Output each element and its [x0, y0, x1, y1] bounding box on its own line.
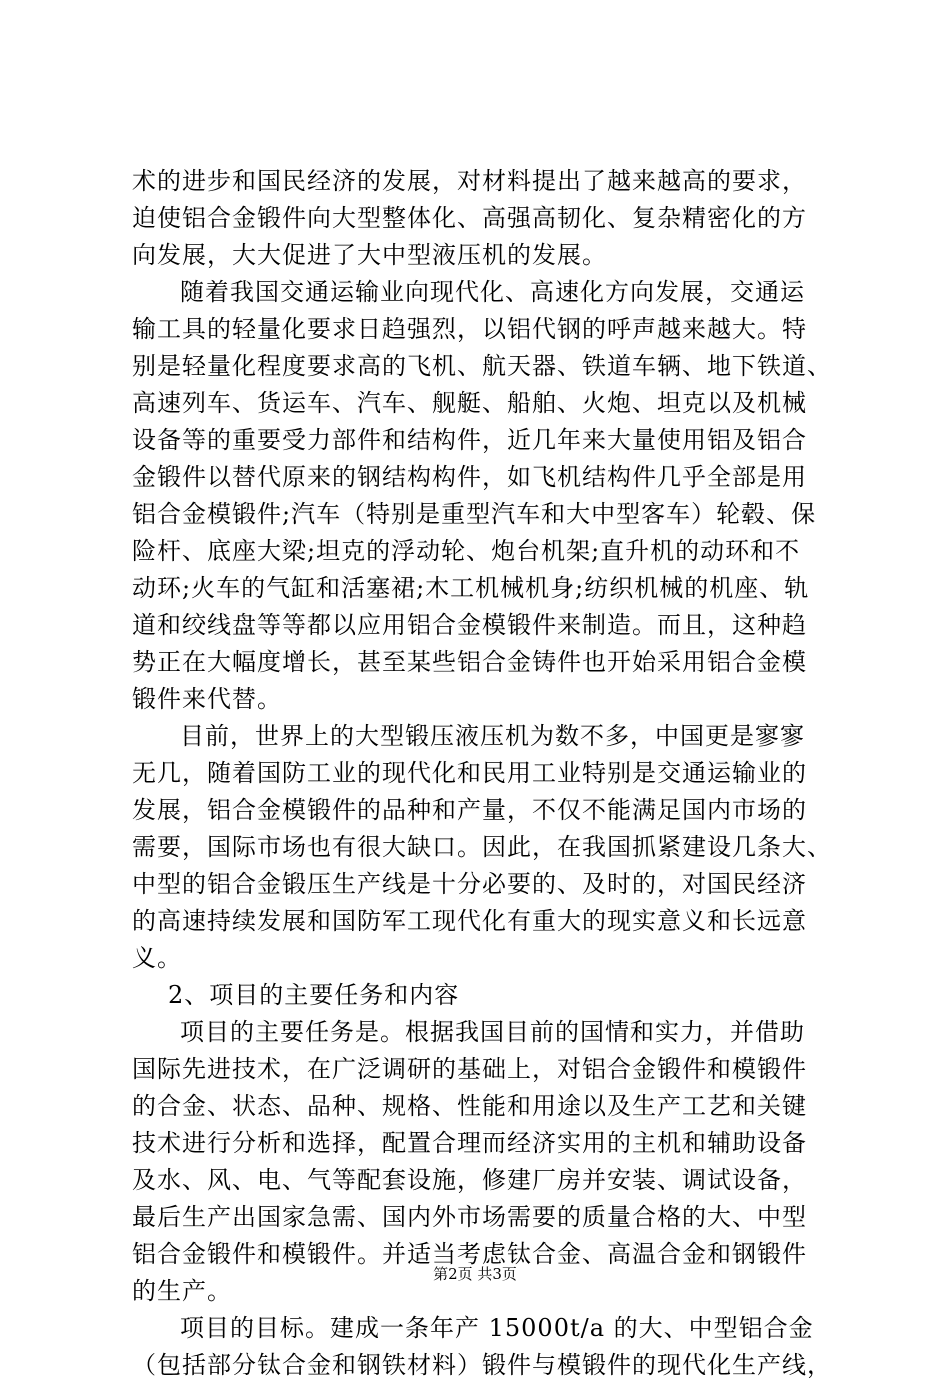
text-line: 输工具的轻量化要求日趋强烈，以铝代钢的呼声越来越大。特 [132, 315, 807, 343]
text-line: 道和绞线盘等等都以应用铝合金模锻件来制造。而且，这种趋 [132, 611, 807, 639]
text-line: 的合金、状态、品种、规格、性能和用途以及生产工艺和关键 [132, 1092, 807, 1120]
text-line: 国际先进技术，在广泛调研的基础上，对铝合金锻件和模锻件 [132, 1055, 807, 1083]
document-body [132, 163, 832, 1384]
text-line: 动环;火车的气缸和活塞裙;木工机械机身;纺织机械的机座、轨 [132, 574, 810, 602]
text-line: 的高速持续发展和国防军工现代化有重大的现实意义和长远意 [132, 907, 807, 935]
page-number: 第2页 共3页 [433, 1265, 517, 1283]
text-line: 铝合金模锻件;汽车（特别是重型汽车和大中型客车）轮毂、保 [132, 500, 817, 528]
text-line: 金锻件以替代原来的钢结构构件，如飞机结构件几乎全部是用 [132, 463, 807, 491]
paragraph-first-line: 项目的主要任务是。根据我国目前的国情和实力，并借助 [180, 1018, 805, 1046]
text-line: 险杆、底座大梁;坦克的浮动轮、炮台机架;直升机的动环和不 [132, 537, 801, 565]
text-line: 技术进行分析和选择，配置合理而经济实用的主机和辅助设备 [132, 1129, 807, 1157]
text-line: （包括部分钛合金和钢铁材料）锻件与模锻件的现代化生产线， [132, 1351, 832, 1379]
text-line: 势正在大幅度增长，甚至某些铝合金铸件也开始采用铝合金模 [132, 648, 807, 676]
text-line: 无几，随着国防工业的现代化和民用工业特别是交通运输业的 [132, 759, 807, 787]
text-line: 别是轻量化程度要求高的飞机、航天器、铁道车辆、地下铁道、 [132, 352, 832, 380]
paragraph-first-line: 随着我国交通运输业向现代化、高速化方向发展，交通运 [180, 278, 805, 306]
text-line: 需要，国际市场也有很大缺口。因此，在我国抓紧建设几条大、 [132, 833, 832, 861]
section-heading: 2、项目的主要任务和内容 [168, 981, 460, 1009]
text-line: 发展，铝合金模锻件的品种和产量，不仅不能满足国内市场的 [132, 796, 807, 824]
text-line: 义。 [132, 944, 182, 972]
text-line: 锻件来代替。 [132, 685, 282, 713]
paragraph-first-line: 目前，世界上的大型锻压液压机为数不多，中国更是寥寥 [180, 722, 805, 750]
text-line: 迫使铝合金锻件向大型整体化、高强高韧化、复杂精密化的方 [132, 204, 807, 232]
text-line: 术的进步和国民经济的发展，对材料提出了越来越高的要求， [132, 167, 807, 195]
text-line: 向发展，大大促进了大中型液压机的发展。 [132, 241, 607, 269]
paragraph-first-line: 项目的目标。建成一条年产 15000t/a 的大、中型铝合金 [180, 1314, 814, 1342]
text-line: 中型的铝合金锻压生产线是十分必要的、及时的，对国民经济 [132, 870, 807, 898]
text-line: 高速列车、货运车、汽车、舰艇、船舶、火炮、坦克以及机械 [132, 389, 807, 417]
text-line: 设备等的重要受力部件和结构件，近几年来大量使用铝及铝合 [132, 426, 807, 454]
text-line: 的生产。 [132, 1277, 232, 1305]
text-line: 及水、风、电、气等配套设施，修建厂房并安装、调试设备， [132, 1166, 807, 1194]
page-footer [0, 1264, 950, 1284]
text-line: 最后生产出国家急需、国内外市场需要的质量合格的大、中型 [132, 1203, 807, 1231]
text-line: 铝合金锻件和模锻件。并适当考虑钛合金、高温合金和钢锻件 [132, 1240, 807, 1268]
